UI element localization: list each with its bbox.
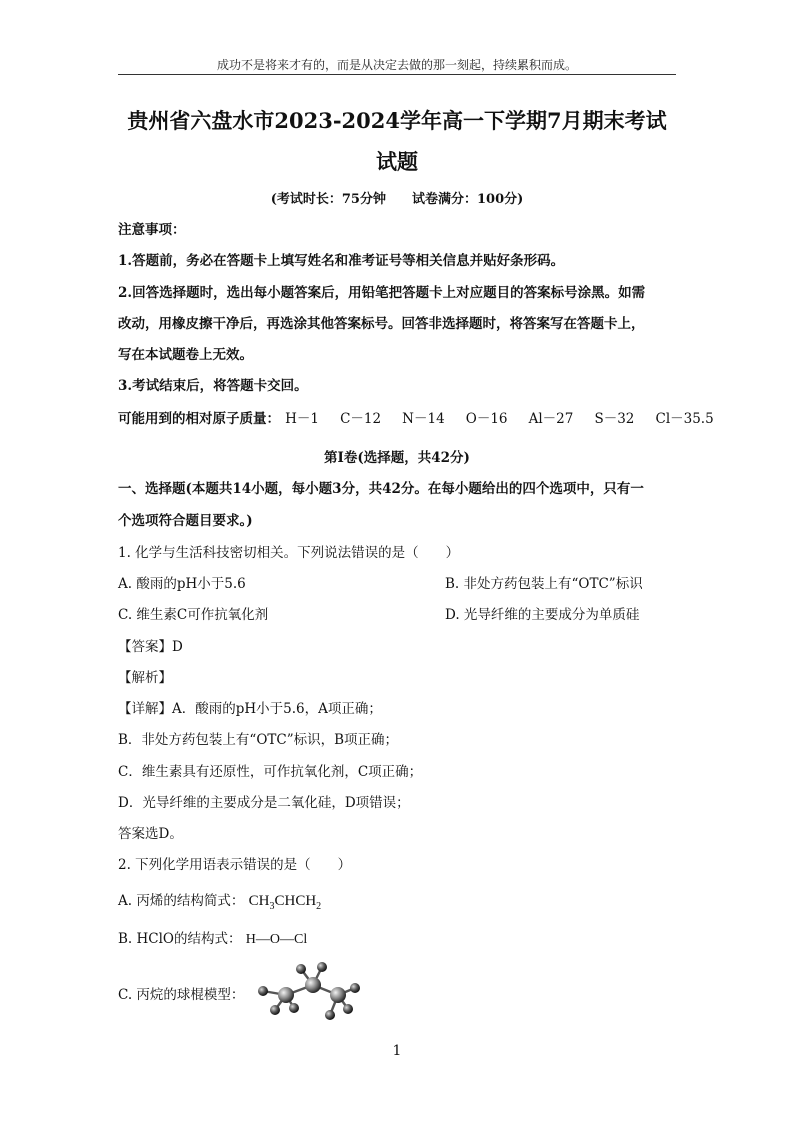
h-atom <box>270 1005 280 1015</box>
header-divider <box>118 74 676 75</box>
h-atom <box>350 983 360 993</box>
part-one-line1: 一、选择题(本题共14小题，每小题3分，共42分。在每小题给出的四个选项中，只有一 <box>118 481 644 497</box>
q1-option-d: D. 光导纤维的主要成分为单质硅 <box>445 607 640 623</box>
note-1: 1.答题前，务必在答题卡上填写姓名和准考证号等相关信息并贴好条形码。 <box>118 253 565 269</box>
q1-detail-c: C．维生素具有还原性，可作抗氧化剂，C项正确； <box>118 764 423 780</box>
page-number: 1 <box>392 1043 402 1059</box>
atomic-masses <box>118 407 730 427</box>
q1-answer: 【答案】D <box>118 639 183 655</box>
part-one-line2: 个选项符合题目要求。) <box>118 513 253 529</box>
exam-title-line2: 试题 <box>376 149 418 174</box>
q1-stem: 1. 化学与生活科技密切相关。下列说法错误的是（ ） <box>118 545 460 561</box>
hclo-formula: H—O—Cl <box>245 932 308 947</box>
mass-n: N－14 <box>402 411 445 427</box>
q1-option-c: C. 维生素C可作抗氧化剂 <box>118 607 269 623</box>
note-2-line2: 改动，用橡皮擦干净后，再选涂其他答案标号。回答非选择题时，将答案写在答题卡上， <box>118 316 645 332</box>
c-atom <box>330 987 346 1003</box>
q1-option-b: B. 非处方药包装上有“OTC”标识 <box>445 576 643 592</box>
exam-title-line1: 贵州省六盘水市2023-2024学年高一下学期7月期末考试 <box>127 108 667 133</box>
q2-option-a-label: A. 丙烯的结构简式： <box>118 893 245 909</box>
propane-ball-stick-model <box>254 960 366 1022</box>
notes-heading: 注意事项： <box>118 222 186 238</box>
q2-option-b-label: B. HClO的结构式： <box>118 931 242 947</box>
q2-option-b <box>118 927 307 948</box>
q1-option-a: A. 酸雨的pH小于5.6 <box>118 576 246 592</box>
h-atom <box>343 1004 353 1014</box>
atomic-masses-label: 可能用到的相对原子质量： <box>118 411 280 427</box>
c-atom <box>305 977 321 993</box>
mass-c: C－12 <box>340 411 382 427</box>
h-atom <box>289 1003 299 1013</box>
q1-analysis: 【解析】 <box>118 670 172 686</box>
mass-h: H－1 <box>285 411 319 427</box>
mass-cl: Cl－35.5 <box>655 411 714 427</box>
q1-conclusion: 答案选D。 <box>118 826 183 842</box>
q1-detail-a: 【详解】A．酸雨的pH小于5.6，A项正确； <box>118 701 382 717</box>
q1-detail-b: B．非处方药包装上有“OTC”标识，B项正确； <box>118 732 399 748</box>
page-header-quote: 成功不是将来才有的，而是从决定去做的那一刻起，持续累积而成。 <box>216 58 577 72</box>
section-title: 第Ⅰ卷(选择题，共42分) <box>324 450 470 466</box>
h-atom <box>296 964 306 974</box>
note-2-line1: 2.回答选择题时，选出每小题答案后，用铅笔把答题卡上对应题目的答案标号涂黑。如需 <box>118 285 646 301</box>
q2-option-c-label: C. 丙烷的球棍模型： <box>118 987 245 1003</box>
propene-formula: $CH_3CHCH_2$ <box>248 893 322 912</box>
c-atom <box>278 987 294 1003</box>
q1-detail-d: D．光导纤维的主要成分是二氧化硅，D项错误； <box>118 795 410 811</box>
q2-stem: 2. 下列化学用语表示错误的是（ ） <box>118 857 352 873</box>
note-2-line3: 写在本试题卷上无效。 <box>118 347 253 363</box>
mass-s: S－32 <box>594 411 635 427</box>
mass-o: O－16 <box>465 411 508 427</box>
mass-al: Al－27 <box>528 411 574 427</box>
exam-info: (考试时长：75分钟 试卷满分：100分) <box>270 192 524 207</box>
h-atom <box>317 962 327 972</box>
h-atom <box>325 1010 335 1020</box>
note-3: 3.考试结束后，将答题卡交回。 <box>118 378 308 394</box>
q2-option-a <box>118 889 321 912</box>
h-atom <box>258 986 268 996</box>
